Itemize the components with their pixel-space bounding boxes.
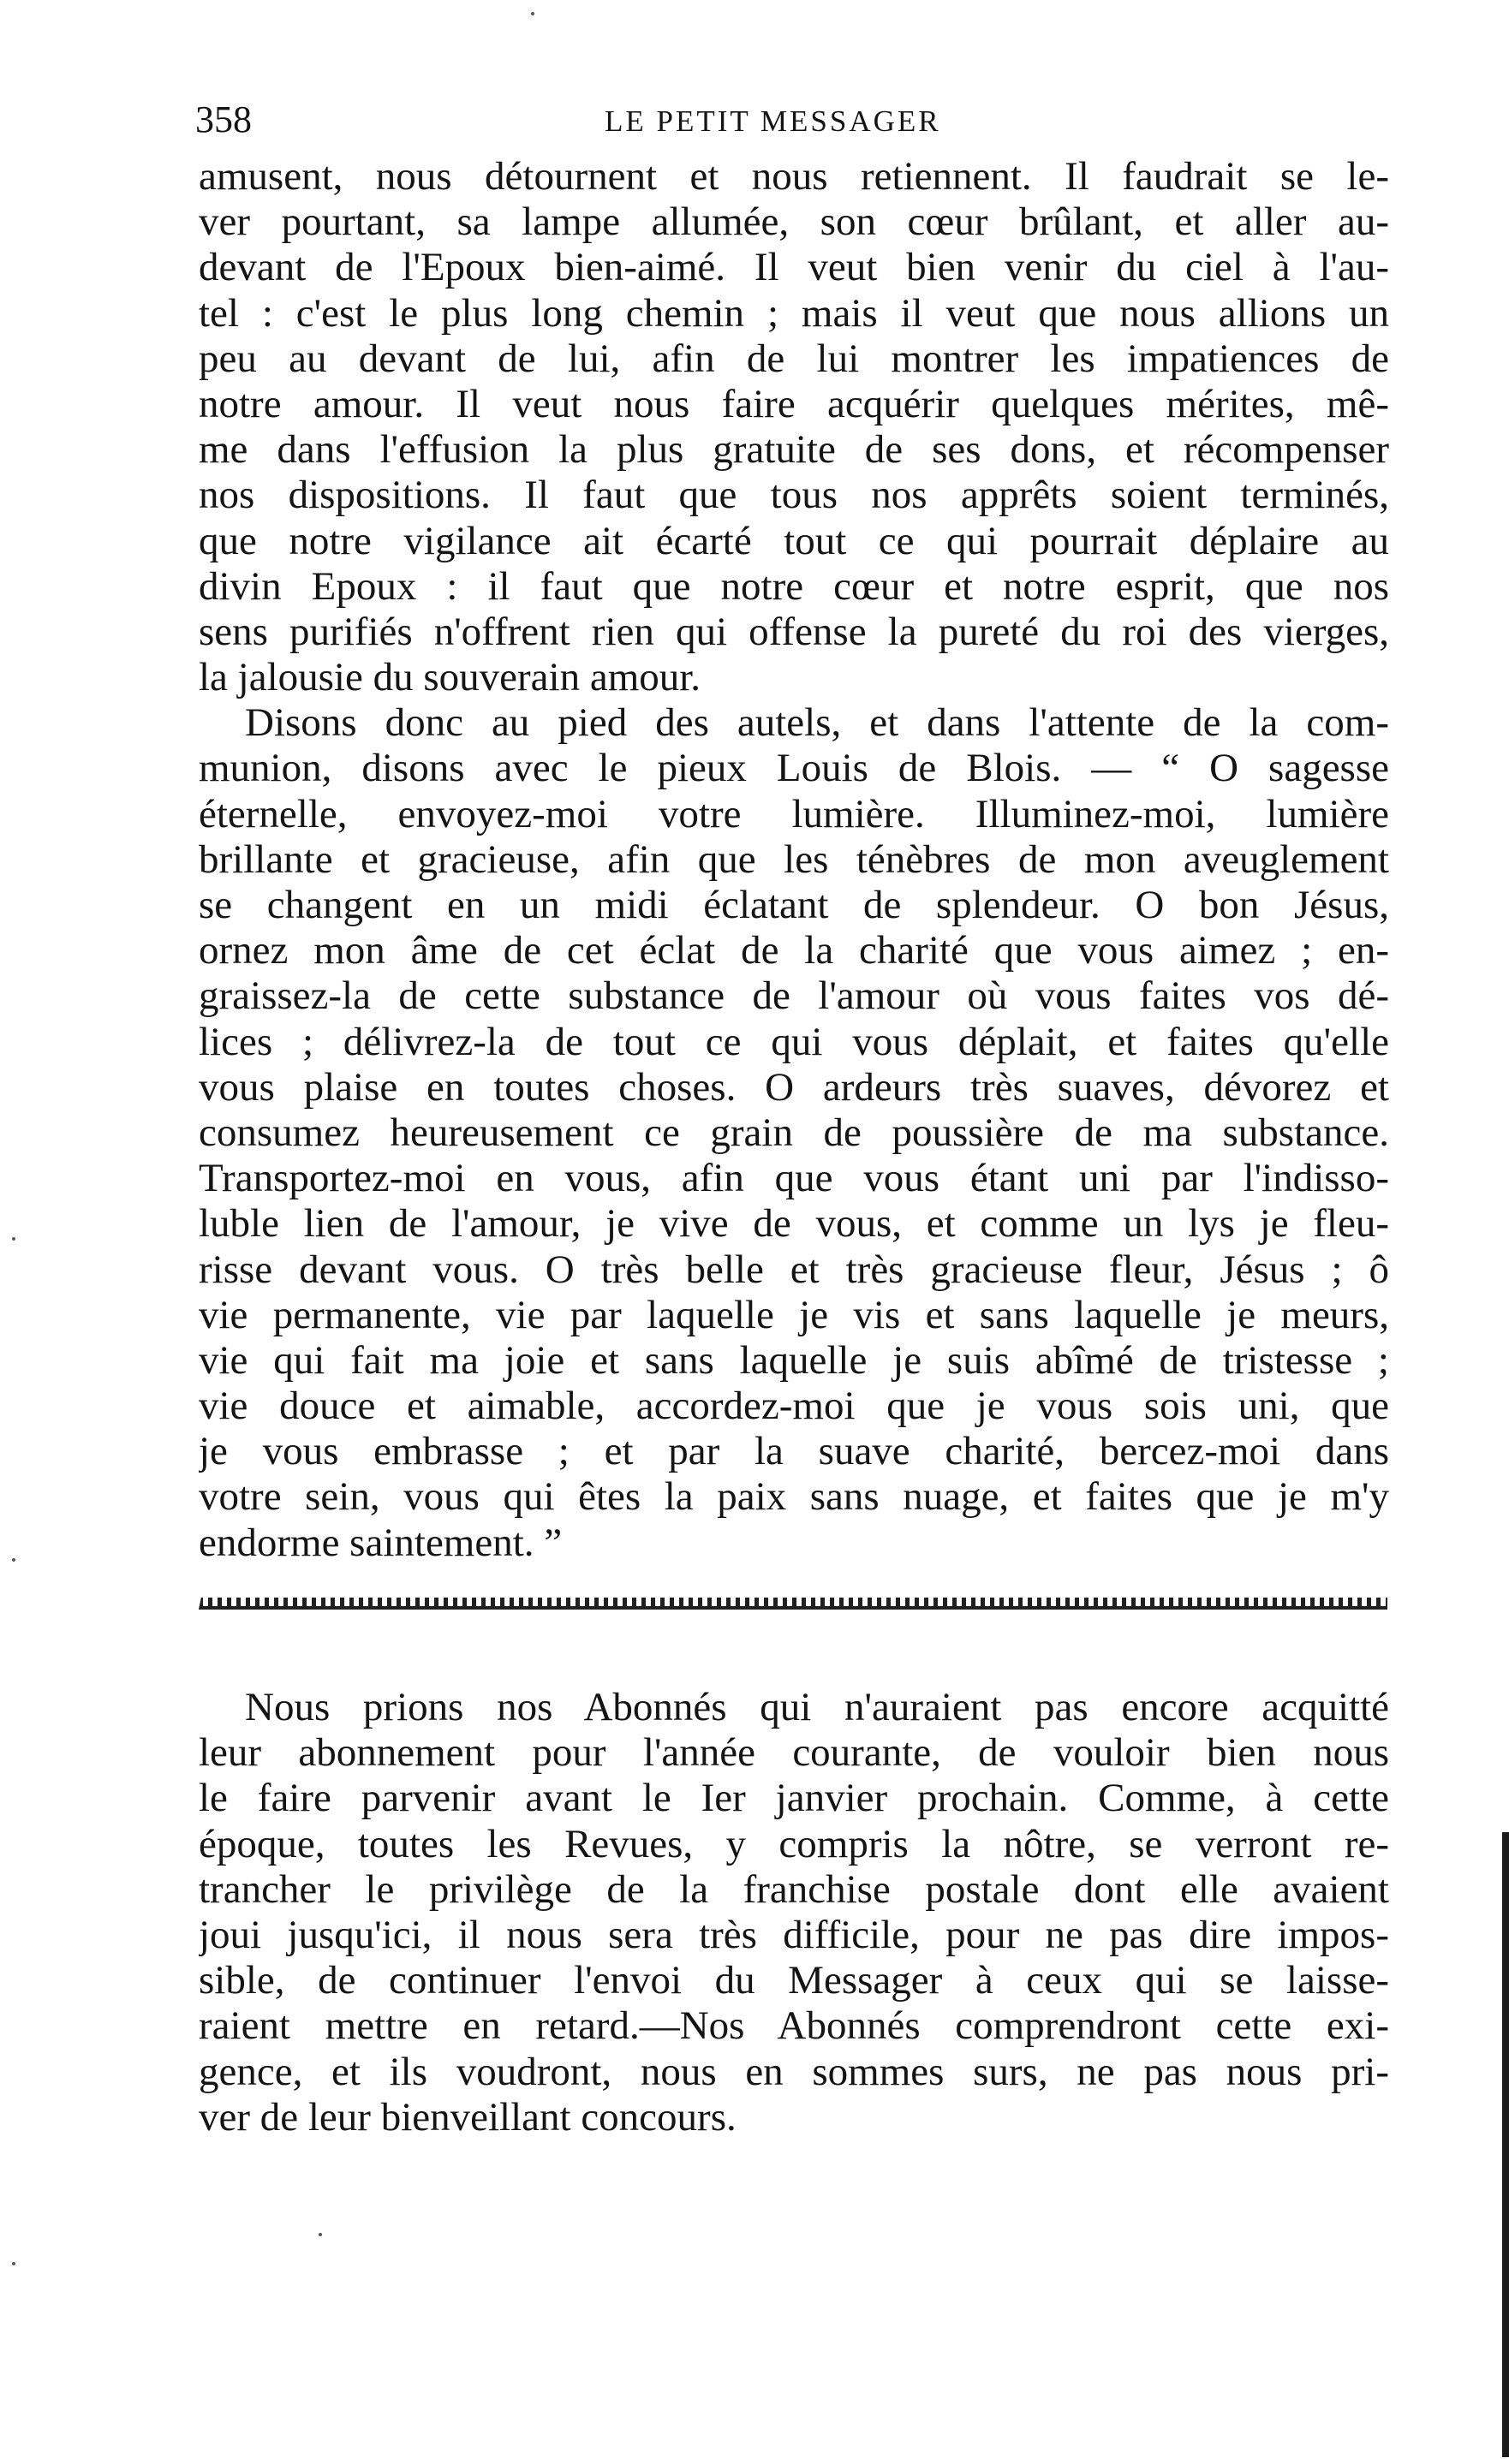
main-text [199, 154, 1389, 1566]
text-line: munion, disons avec le pieux Louis de Blois. — “ O sagesse [199, 746, 1389, 791]
text-line: devant de l'Epoux bien-aimé. Il veut bien venir du ciel à l'au- [199, 245, 1389, 290]
text-line: divin Epoux : il faut que notre cœur et notre esprit, que nos [199, 563, 1389, 609]
text-line: vie permanente, vie par laquelle je vis et sans laquelle je meurs, [199, 1292, 1389, 1337]
text-line: consumez heureusement ce grain de poussière de ma substance. [199, 1110, 1389, 1155]
notice-line: sible, de continuer l'envoi du Messager à ceux qui se laisse- [199, 1958, 1389, 2003]
text-line: se changent en un midi éclatant de splendeur. O bon Jésus, [199, 883, 1389, 927]
text-line: notre amour. Il veut nous faire acquérir quelques mérites, mê- [199, 381, 1389, 426]
text-line: votre sein, vous qui êtes la paix sans nuage, et faites que je m'y [199, 1474, 1389, 1520]
text-line: luble lien de l'amour, je vive de vous, et comme un lys je fleu- [199, 1201, 1389, 1247]
scan-speck [319, 2233, 322, 2236]
scan-speck [531, 12, 534, 15]
ornamental-separator [199, 1598, 1387, 1610]
text-line: peu au devant de lui, afin de lui montrer les impatiences de [199, 336, 1389, 381]
notice-line: le faire parvenir avant le Ier janvier prochain. Comme, à cette [199, 1776, 1389, 1821]
page-number: 358 [195, 98, 252, 140]
notice-line: leur abonnement pour l'année courante, de vouloir bien nous [199, 1730, 1389, 1776]
text-line: Disons donc au pied des autels, et dans l'attente de la com- [245, 700, 1389, 746]
scan-speck [12, 1558, 15, 1562]
text-line: risse devant vous. O très belle et très gracieuse fleur, Jésus ; ô [199, 1247, 1389, 1292]
page-header [195, 96, 1386, 147]
notice-line: raient mettre en retard.—Nos Abonnés comprendront cette exi- [199, 2003, 1389, 2049]
text-line: vie douce et aimable, accordez-moi que je vous sois uni, que [199, 1384, 1389, 1429]
text-line: nos dispositions. Il faut que tous nos apprêts soient terminés, [199, 473, 1389, 518]
text-line: endorme saintement. ” [199, 1520, 563, 1565]
text-line: brillante et gracieuse, afin que les ténèbres de mon aveuglement [199, 836, 1389, 882]
notice-line: trancher le privilège de la franchise postale dont elle avaient [199, 1866, 1389, 1912]
text-line: ornez mon âme de cet éclat de la charité que vous aimez ; en- [199, 928, 1389, 973]
scan-speck [12, 1237, 15, 1241]
text-line: vie qui fait ma joie et sans laquelle je suis abîmé de tristesse ; [199, 1337, 1389, 1383]
subscriber-notice [199, 1685, 1389, 2140]
text-line: lices ; délivrez-la de tout ce qui vous déplait, et faites qu'elle [199, 1019, 1389, 1064]
text-line: tel : c'est le plus long chemin ; mais il veut que nous allions un [199, 290, 1389, 336]
text-line: vous plaise en toutes choses. O ardeurs très suaves, dévorez et [199, 1064, 1389, 1110]
text-line: je vous embrasse ; et par la suave charité, bercez-moi dans [199, 1429, 1389, 1474]
notice-line: ver de leur bienveillant concours. [199, 2094, 737, 2140]
notice-line: époque, toutes les Revues, y compris la nôtre, se verront re- [199, 1821, 1389, 1866]
notice-line: Nous prions nos Abonnés qui n'auraient pas encore acquitté [245, 1685, 1389, 1729]
text-line: éternelle, envoyez-moi votre lumière. Illuminez-moi, lumière [199, 791, 1389, 836]
running-head: LE PETIT MESSAGER [605, 104, 941, 138]
scan-edge-shadow [1502, 1832, 1509, 2457]
text-line: que notre vigilance ait écarté tout ce qui pourrait déplaire au [199, 518, 1389, 563]
text-line: sens purifiés n'offrent rien qui offense la pureté du roi des vierges, [199, 609, 1389, 654]
text-line: me dans l'effusion la plus gratuite de ses dons, et récompenser [199, 427, 1389, 473]
scan-speck [12, 2262, 15, 2265]
notice-line: joui jusqu'ici, il nous sera très difficile, pour ne pas dire impos- [199, 1912, 1389, 1957]
text-line: la jalousie du souverain amour. [199, 655, 701, 700]
text-line: ver pourtant, sa lampe allumée, son cœur brûlant, et aller au- [199, 199, 1389, 245]
notice-line: gence, et ils voudront, nous en sommes surs, ne pas nous pri- [199, 2049, 1389, 2094]
text-line: graissez-la de cette substance de l'amour où vous faites vos dé- [199, 973, 1389, 1019]
text-line: amusent, nous détournent et nous retiennent. Il faudrait se le- [199, 154, 1389, 199]
text-line: Transportez-moi en vous, afin que vous étant uni par l'indisso- [199, 1156, 1389, 1201]
